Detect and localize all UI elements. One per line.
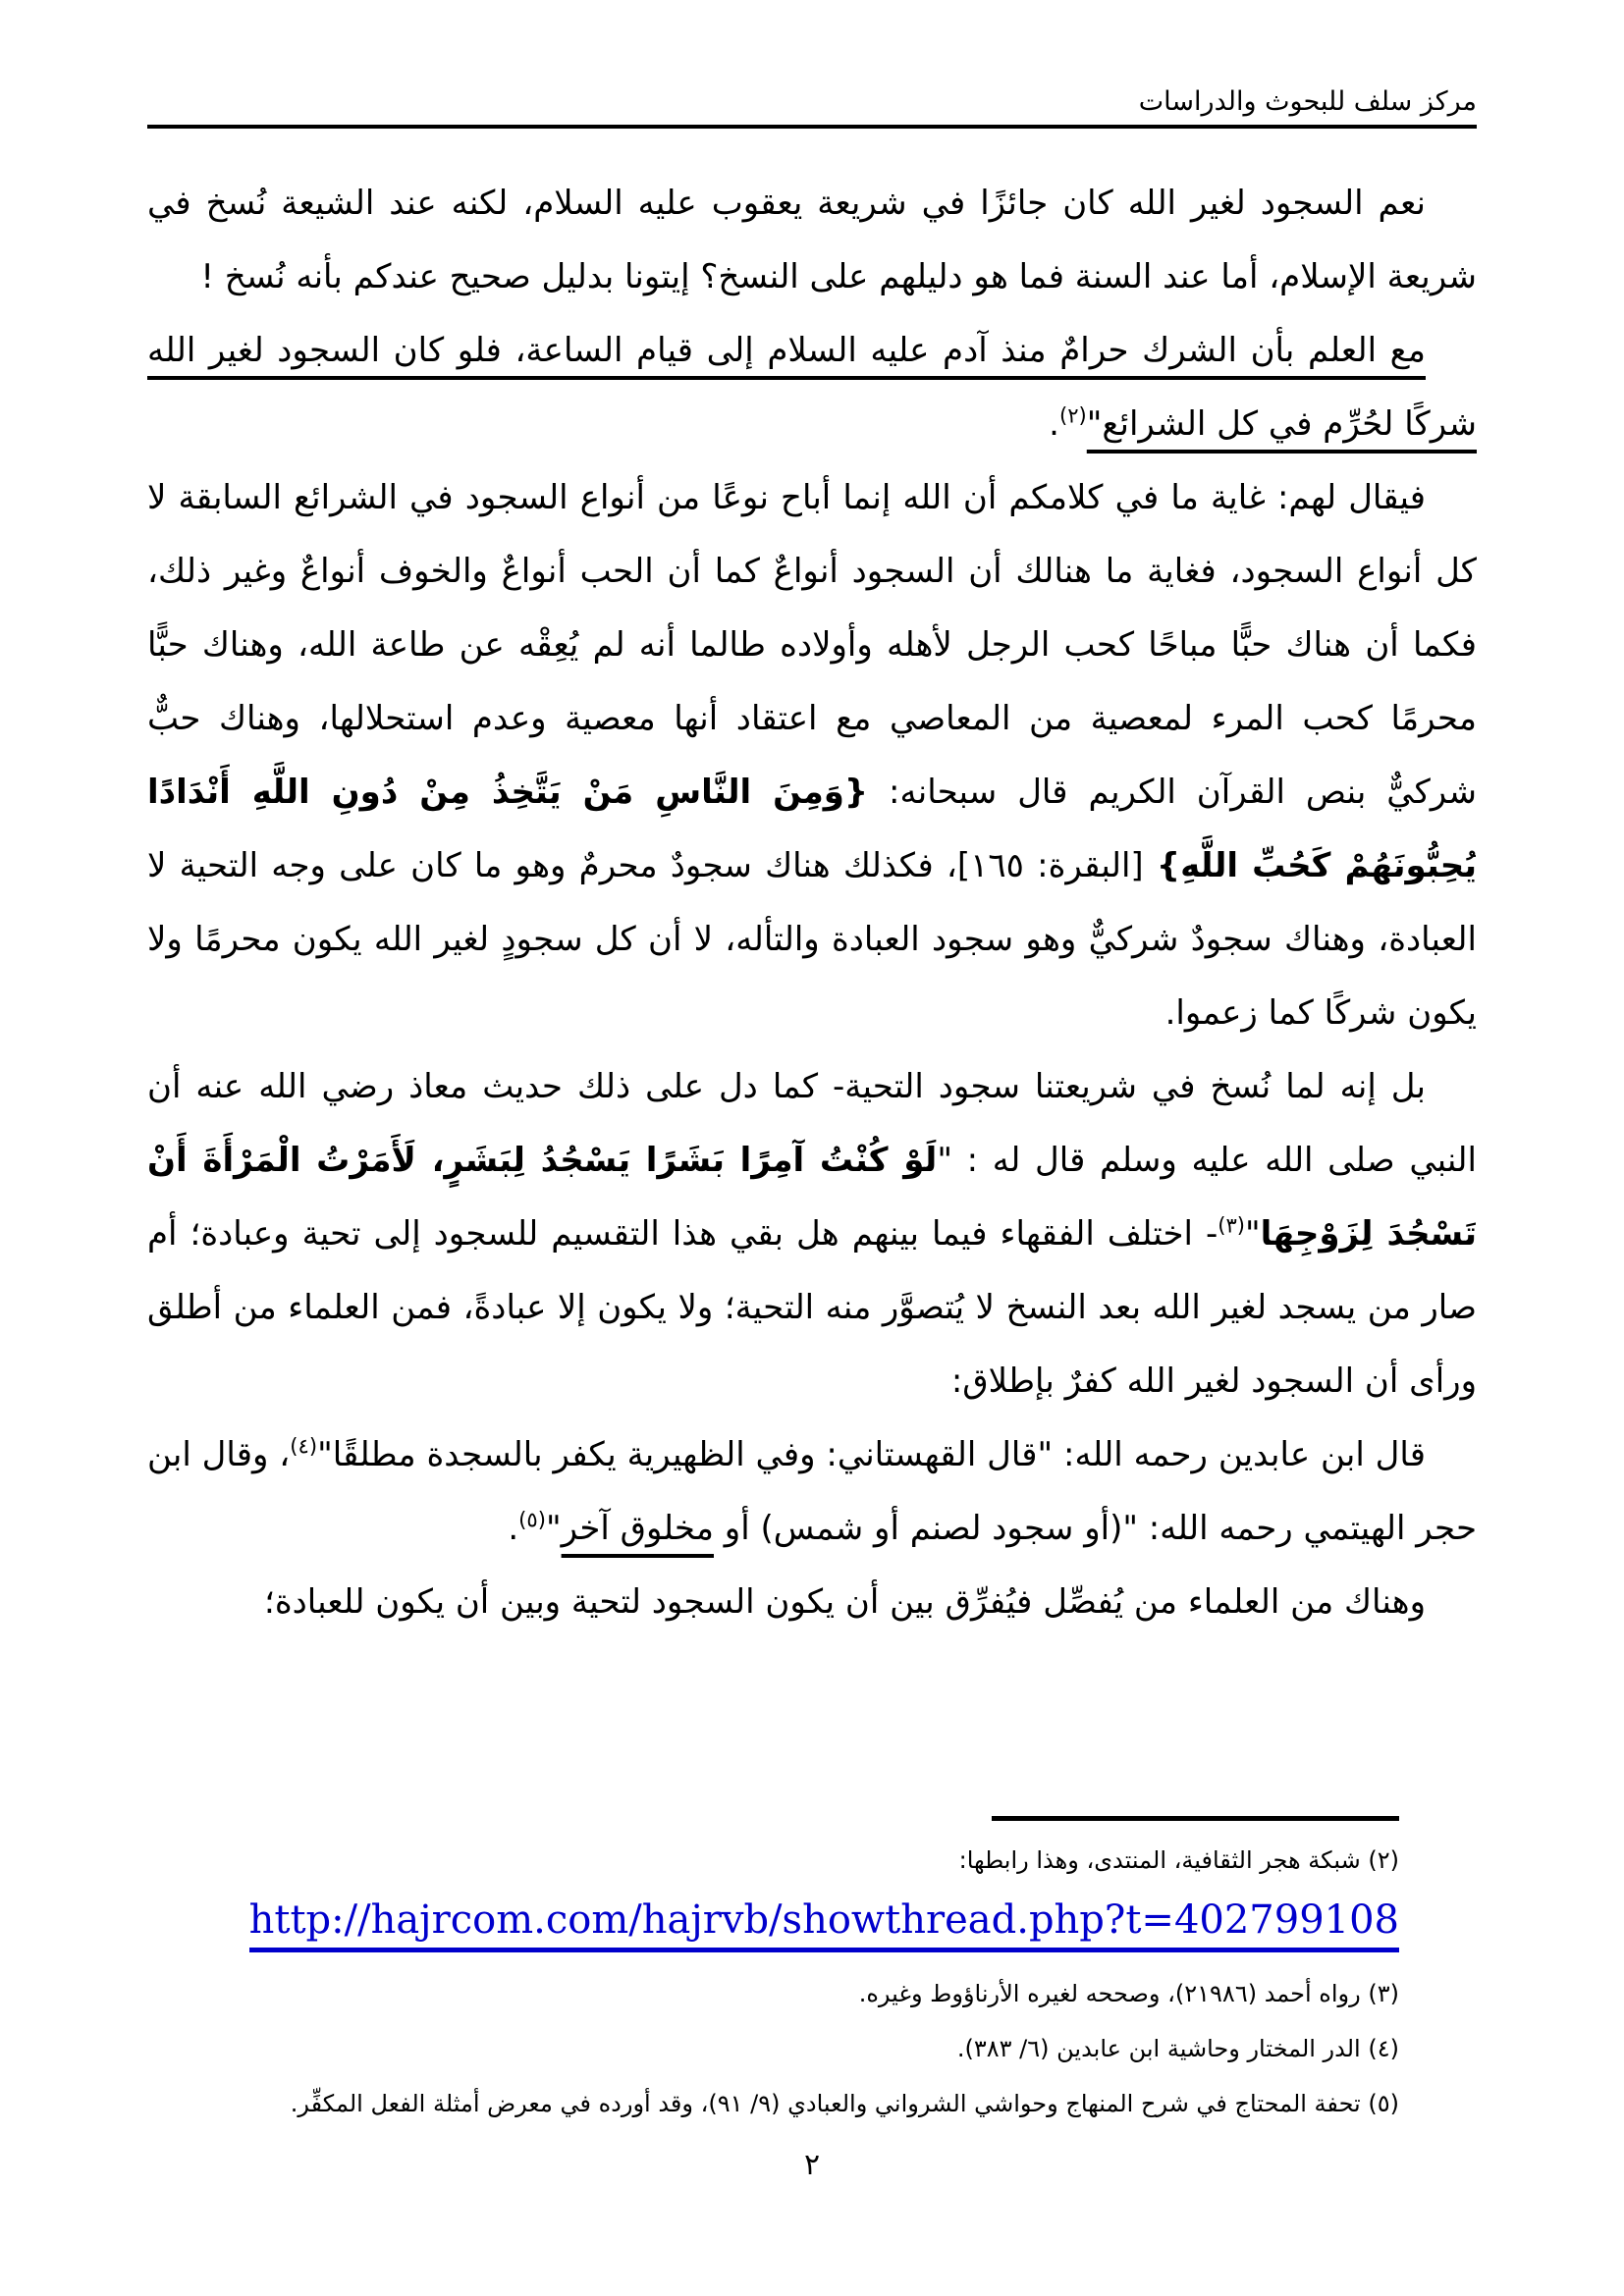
page-header [147, 84, 1477, 129]
footnote-text: رواه أحمد (٢١٩٨٦)، وصححه لغيره الأرناؤوط وغيره. [858, 1980, 1361, 2007]
footnote-url-line [221, 1896, 1399, 1952]
text-segment: [البقرة: ١٦٥]، فكذلك هناك سجودٌ محرمٌ وهو ما كان على وجه التحية لا العبادة، وهناك سجودٌ شركيٌّ وهو سجود العبادة والتأله، لا أن كل سجودٍ لغير الله يكون محرمًا ولا يكون شركًا كما زعموا. [147, 846, 1477, 1033]
footnote-ref: (٣) [1218, 1212, 1246, 1238]
footnote-separator [992, 1816, 1399, 1821]
footnote-ref: (٤) [290, 1433, 318, 1459]
body-text [147, 167, 1477, 1639]
footnote-link[interactable]: http://hajrcom.com/hajrvb/showthread.php?t=402799108 [249, 1896, 1399, 1952]
page-number: ٢ [803, 2148, 821, 2182]
para-scholars-quotes [147, 1418, 1477, 1566]
text-segment: قال ابن عابدين رحمه الله: "قال القهستاني: وفي الظهيرية يكفر بالسجدة مطلقًا" [317, 1435, 1426, 1474]
quran-verse: {وَمِنَ النَّاسِ مَنْ يَتَّخِذُ مِنْ دُونِ اللَّهِ أَنْدَادًا يُحِبُّونَهُمْ كَحُبِّ اللَّهِ} [147, 773, 1477, 885]
para-scholars-distinction [147, 1566, 1477, 1639]
para-hadith-naskh [147, 1050, 1477, 1418]
text-segment: " [1245, 1214, 1261, 1254]
footnote-text: تحفة المحتاج في شرح المنهاج وحواشي الشرواني والعبادي (٩/ ٩١)، وقد أورده في معرض أمثلة الفعل المكفِّر. [290, 2090, 1361, 2117]
text-segment: . [508, 1509, 519, 1548]
footnote-item [221, 1966, 1399, 2021]
footnote-item [221, 2021, 1399, 2076]
footnote-marker: (٣) [1360, 1980, 1399, 2007]
footnote-item [221, 2076, 1399, 2131]
text-segment: ، وقال ابن حجر الهيتمي رحمه الله: "(أو سجود لصنم أو شمس) أو [147, 1435, 1477, 1548]
text-segment: مخلوق آخر [561, 1509, 714, 1548]
para-underlined-claim [147, 314, 1477, 461]
footnote-list [221, 1833, 1399, 2131]
footnotes-section [221, 1816, 1399, 2131]
text-segment: " [545, 1509, 562, 1548]
text-segment: . [1049, 404, 1059, 444]
text-segment: وهناك من العلماء من يُفصِّل فيُفرِّق بين أن يكون السجود لتحية وبين أن يكون للعبادة؛ [264, 1582, 1426, 1622]
text-segment: نعم السجود لغير الله كان جائزًا في شريعة يعقوب عليه السلام، لكنه عند الشيعة نُسخ في شريعة الإسلام، أما عند السنة فما هو دليلهم على النسخ؟ إيتونا بدليل صحيح عندكم بأنه نُسخ ! [147, 184, 1477, 296]
text-segment: بل إنه لما نُسخ في شريعتنا سجود التحية- كما دل على ذلك حديث معاذ رضي الله عنه أن النبي صلى الله عليه وسلم قال له : " [147, 1067, 1477, 1180]
text-segment: مع العلم بأن الشرك حرامٌ منذ آدم عليه السلام إلى قيام الساعة، فلو كان السجود لغير الله شركًا لحُرِّم في كل الشرائع" [147, 331, 1477, 444]
header-title: مركز سلف للبحوث والدراسات [1138, 86, 1477, 117]
footnote-ref: (٥) [518, 1507, 546, 1532]
para-reply-types-of-sujood [147, 461, 1477, 1050]
footnote-text: الدر المختار وحاشية ابن عابدين (٦/ ٣٨٣). [956, 2035, 1361, 2062]
text-segment: فيقال لهم: غاية ما في كلامكم أن الله إنما أباح نوعًا من أنواع السجود في الشرائع السابقة لا كل أنواع السجود، فغاية ما هنالك أن السجود أنواعٌ كما أن الحب أنواعٌ والخوف أنواعٌ وغير ذلك، فكما أن هناك حبًّا مباحًا كحب الرجل لأهله وأولاده طالما أنه لم يُعِقْه عن طاعة الله، وهناك حبًّا محرمًا كحب المرء لمعصية من المعاصي مع اعتقاد أنها معصية وعدم استحلالها، وهناك حبٌّ شركيٌّ بنص القرآن الكريم قال سبحانه: [147, 478, 1477, 812]
para-intro-objection [147, 167, 1477, 314]
footnote-item [221, 1833, 1399, 1888]
footnote-marker: (٥) [1360, 2090, 1399, 2117]
footnote-text: شبكة هجر الثقافية، المنتدى، وهذا رابطها: [958, 1846, 1361, 1874]
footnote-marker: (٢) [1360, 1846, 1399, 1874]
footnote-ref: (٢) [1058, 402, 1087, 428]
text-segment: - اختلف الفقهاء فيما بينهم هل بقي هذا التقسيم للسجود إلى تحية وعبادة؛ أم صار من يسجد لغير الله بعد النسخ لا يُتصوَّر منه التحية؛ ولا يكون إلا عبادةً، فمن العلماء من أطلق ورأى أن السجود لغير الله كفرٌ بإطلاق: [147, 1214, 1477, 1401]
text-segment: لَوْ كُنْتُ آمِرًا بَشَرًا يَسْجُدُ لِبَشَرٍ، لَأَمَرْتُ الْمَرْأَةَ أَنْ تَسْجُدَ لِزَوْجِهَا [147, 1141, 1477, 1254]
footnote-marker: (٤) [1360, 2035, 1399, 2062]
header-rule [147, 125, 1477, 129]
